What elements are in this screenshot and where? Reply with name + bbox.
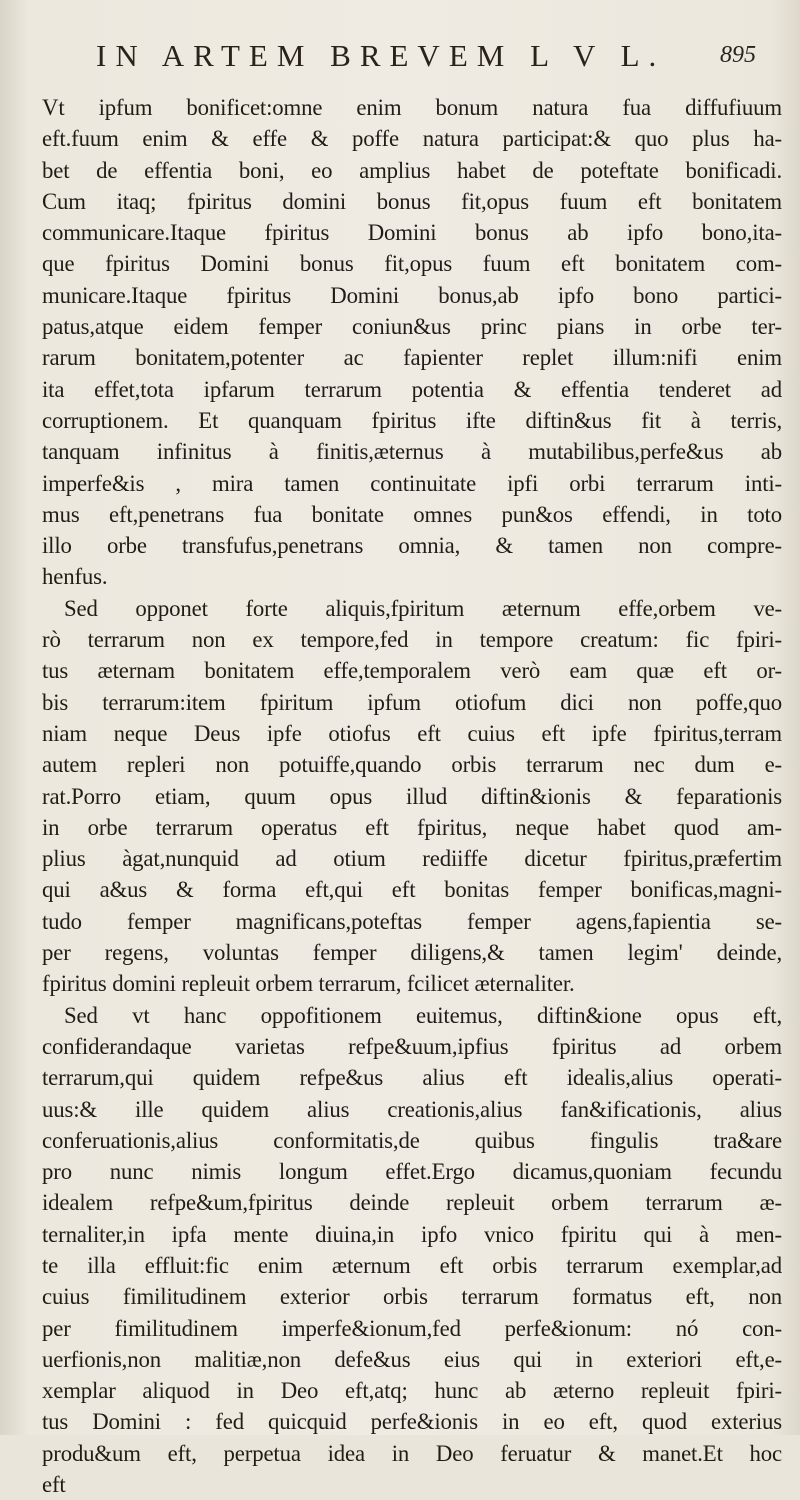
text-line: eft <box>42 1472 66 1498</box>
text-line: tus Domini : fed quicquid perfe&ionis in eo eft, quod exterius <box>42 1409 782 1435</box>
text-line: autem repleri non potuiffe,quando orbis terrarum nec dum e- <box>42 752 782 778</box>
text-line: qui a&us & forma eft,qui eft bonitas femper bonificas,magni- <box>42 877 782 903</box>
text-line: terrarum,qui quidem refpe&us alius eft idealis,alius operati- <box>42 1065 782 1091</box>
page-header <box>96 38 756 82</box>
text-line: bis terrarum:item fpiritum ipfum otiofum dici non poffe,quo <box>42 689 782 715</box>
text-line: Cum itaq; fpiritus domini bonus fit,opus fuum eft bonitatem <box>42 188 782 214</box>
text-line: cuius fimilitudinem exterior orbis terrarum formatus eft, non <box>42 1284 782 1310</box>
text-line: Sed vt hanc oppofitionem euitemus, diftin&ione opus eft, <box>64 1002 782 1028</box>
text-line: henfus. <box>42 564 108 590</box>
text-line: mus eft,penetrans fua bonitate omnes pun&os effendi, in toto <box>42 501 782 527</box>
text-line: rarum bonitatem,potenter ac fapienter replet illum:nifi enim <box>42 345 782 371</box>
text-line: xemplar aliquod in Deo eft,atq; hunc ab æterno repleuit fpiri- <box>42 1378 782 1404</box>
text-line: conferuationis,alius conformitatis,de quibus fingulis tra&are <box>42 1127 782 1153</box>
text-line: bet de effentia boni, eo amplius habet de poteftate bonificadi. <box>42 157 782 183</box>
text-line: pro nunc nimis longum effet.Ergo dicamus,quoniam fecundu <box>42 1159 782 1185</box>
body-text <box>42 92 782 1498</box>
text-line: municare.Itaque fpiritus Domini bonus,ab ipfo bono partici- <box>42 282 782 308</box>
text-line: que fpiritus Domini bonus fit,opus fuum eft bonitatem com- <box>42 251 782 277</box>
text-line: tudo femper magnificans,poteftas femper agens,fapientia se- <box>42 908 782 934</box>
running-head: IN ARTEM BREVEM L V L. <box>96 38 666 73</box>
text-line: plius àgat,nunquid ad otium rediiffe dicetur fpiritus,præfertim <box>42 846 782 872</box>
text-line: imperfe&is , mira tamen continuitate ipfi orbi terrarum inti- <box>42 470 782 496</box>
text-line: patus,atque eidem femper coniun&us princ pians in orbe ter- <box>42 314 782 340</box>
text-line: Vt ipfum bonificet:omne enim bonum natura fua diffufiuum <box>42 95 782 120</box>
text-line: in orbe terrarum operatus eft fpiritus, neque habet quod am- <box>42 814 782 840</box>
text-line: ita effet,tota ipfarum terrarum potentia & effentia tenderet ad <box>42 376 782 402</box>
text-line: fpiritus domini repleuit orbem terrarum, fcilicet æternaliter. <box>42 971 575 997</box>
text-line: confiderandaque varietas refpe&uum,ipfius fpiritus ad orbem <box>42 1033 782 1059</box>
text-line: niam neque Deus ipfe otiofus eft cuius eft ipfe fpiritus,terram <box>42 720 782 746</box>
text-line: per regens, voluntas femper diligens,& tamen legim' deinde, <box>42 940 782 966</box>
text-line: rat.Porro etiam, quum opus illud diftin&ionis & feparationis <box>42 783 782 809</box>
text-line: rò terrarum non ex tempore,fed in tempore creatum: fic fpiri- <box>42 627 782 653</box>
text-line: eft.fuum enim & effe & poffe natura participat:& quo plus ha- <box>42 126 782 152</box>
text-line: ternaliter,in ipfa mente diuina,in ipfo vnico fpiritu qui à men- <box>42 1221 782 1247</box>
text-line: communicare.Itaque fpiritus Domini bonus ab ipfo bono,ita- <box>42 220 782 246</box>
text-line: uus:& ille quidem alius creationis,alius fan&ificationis, alius <box>42 1096 782 1122</box>
text-line: uerfionis,non malitiæ,non defe&us eius qui in exteriori eft,e- <box>42 1346 782 1372</box>
text-line: te illa effluit:fic enim æternum eft orbis terrarum exemplar,ad <box>42 1252 782 1278</box>
text-line: illo orbe transfufus,penetrans omnia, & tamen non compre- <box>42 533 782 559</box>
page-number: 895 <box>720 42 756 68</box>
text-line: Sed opponet forte aliquis,fpiritum æternum effe,orbem ve- <box>64 595 782 621</box>
text-line: tus æternam bonitatem effe,temporalem verò eam quæ eft or- <box>42 658 782 684</box>
text-line: per fimilitudinem imperfe&ionum,fed perfe&ionum: nó con- <box>42 1315 782 1341</box>
text-line: tanquam infinitus à finitis,æternus à mutabilibus,perfe&us ab <box>42 439 782 465</box>
text-line: produ&um eft, perpetua idea in Deo feruatur & manet.Et hoc <box>42 1440 782 1466</box>
text-line: corruptionem. Et quanquam fpiritus ifte diftin&us fit à terris, <box>42 407 782 433</box>
text-line: idealem refpe&um,fpiritus deinde repleuit orbem terrarum æ- <box>42 1190 782 1216</box>
